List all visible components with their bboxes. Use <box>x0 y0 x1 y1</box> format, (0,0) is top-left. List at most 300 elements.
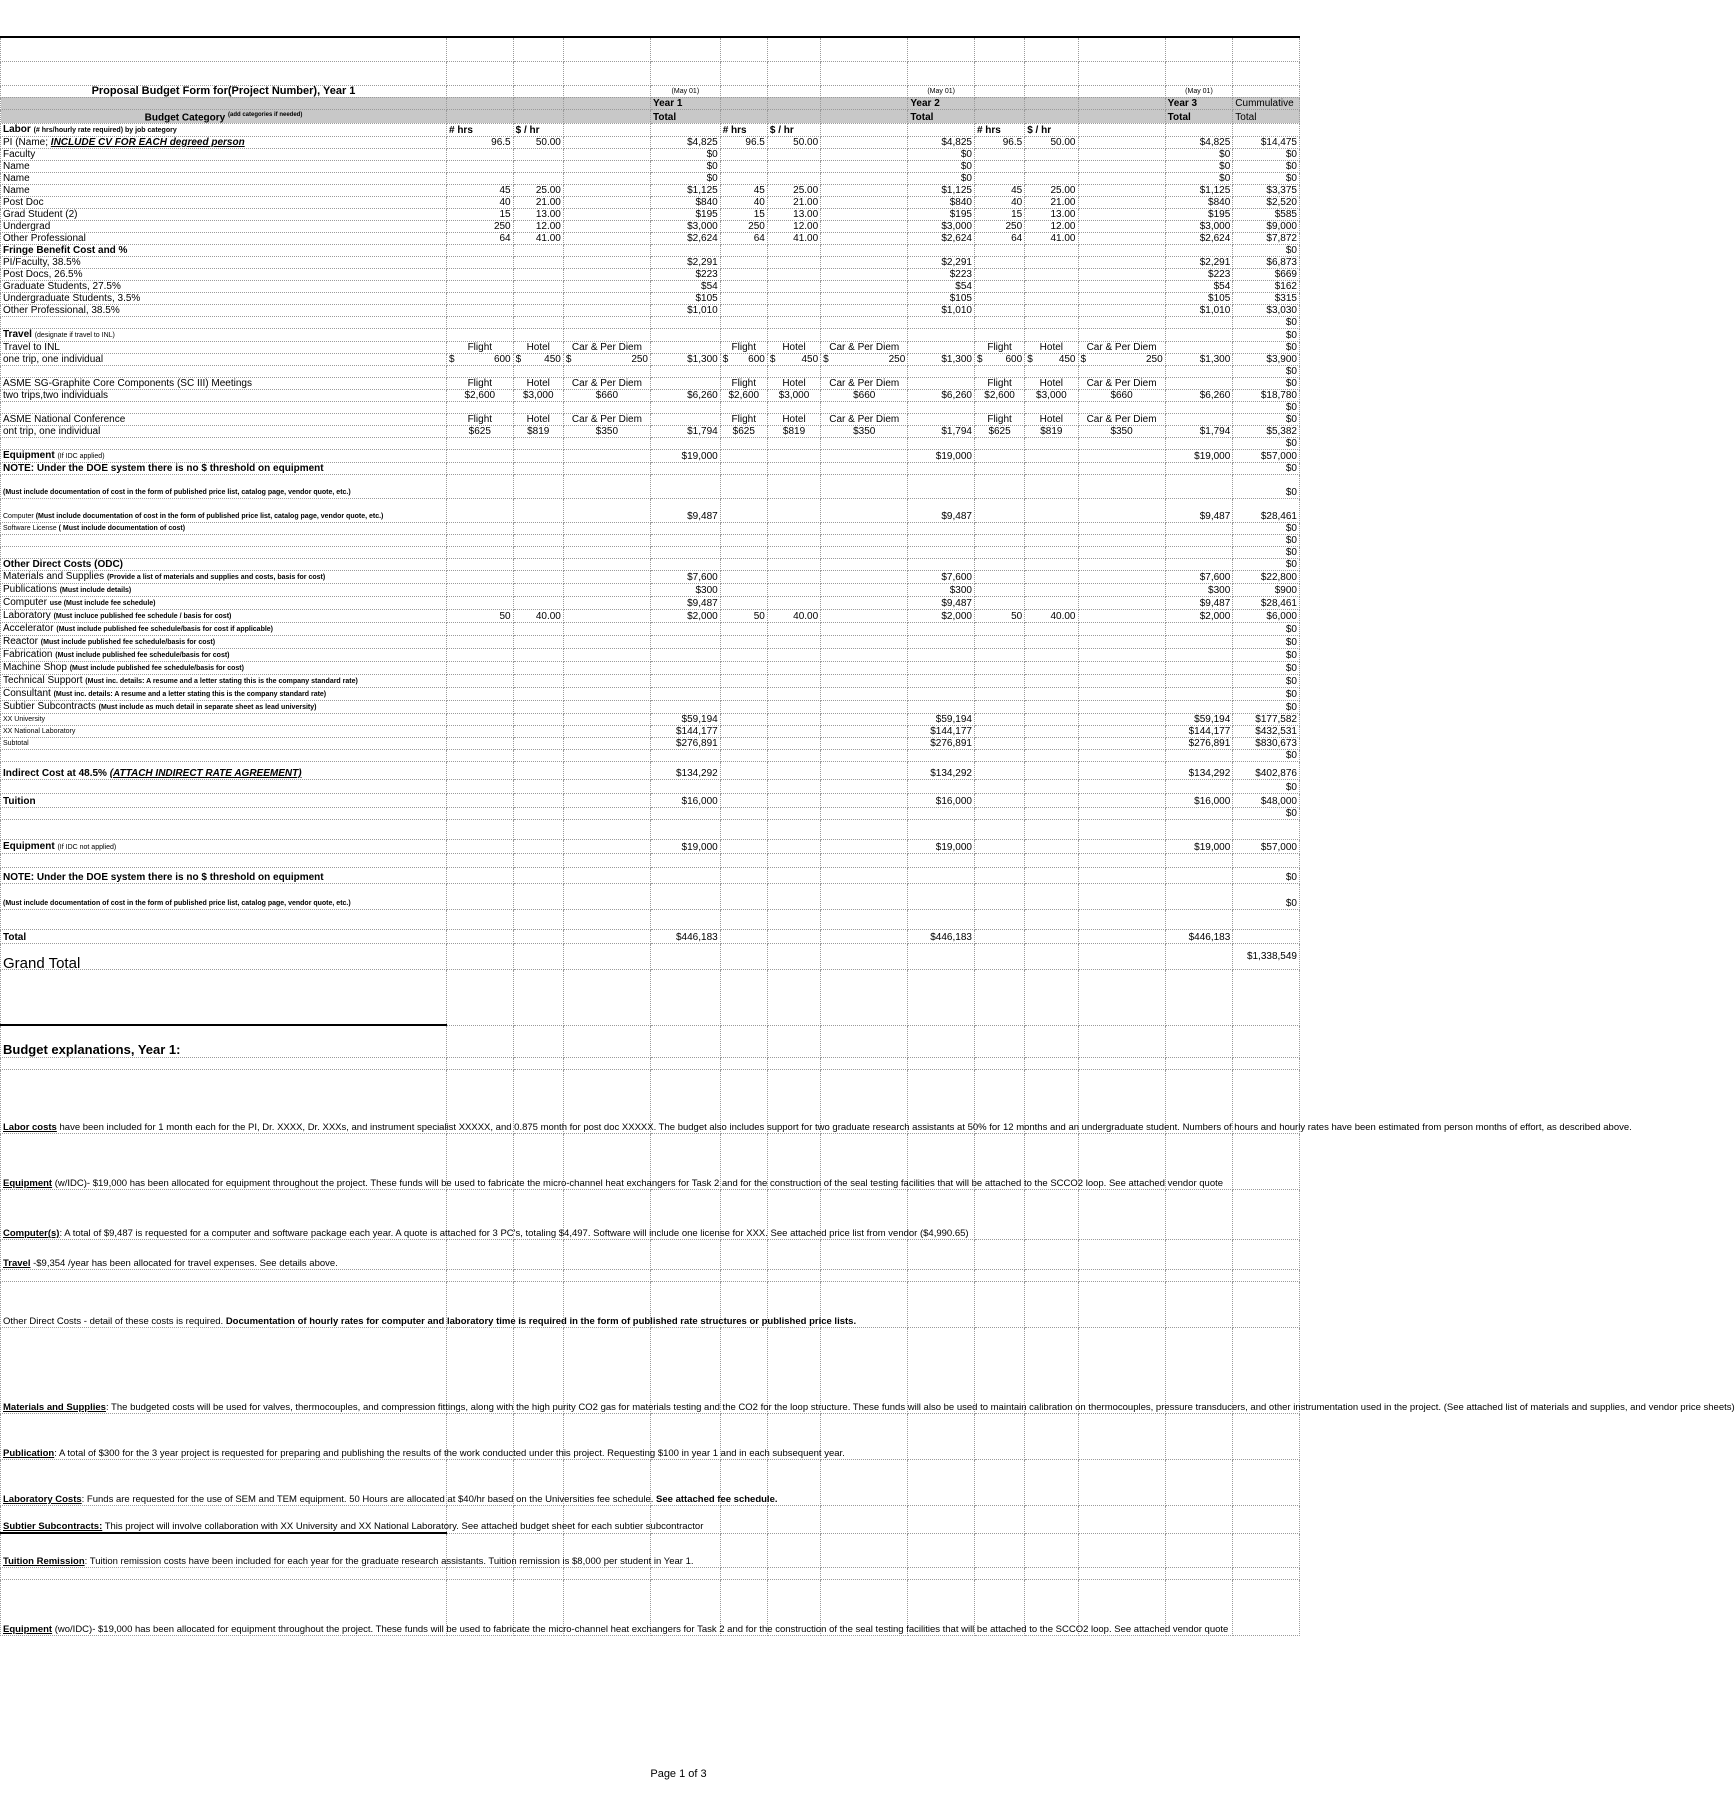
odc-total-y3: $7,600 <box>1165 570 1233 583</box>
explanation-title: Tuition Remission <box>3 1555 85 1567</box>
car-label: Car & Per Diem <box>1078 341 1165 353</box>
odc-hrs: 50 <box>974 609 1024 622</box>
fringe-total-y3: $54 <box>1165 280 1233 292</box>
fringe-total-y3: $105 <box>1165 292 1233 304</box>
explanation-item <box>1 1533 694 1567</box>
travel-total-y1: $1,794 <box>651 425 721 437</box>
labor-hrs: 64 <box>446 232 513 244</box>
table-row <box>1 909 1300 929</box>
year2-label: Year 2 <box>908 97 975 109</box>
labor-hrs <box>446 148 513 160</box>
labor-hrs: 45 <box>446 184 513 196</box>
indirect-text: Indirect Cost at 48.5% <box>3 767 110 779</box>
fringe-heading: Fringe Benefit Cost and % <box>1 244 447 256</box>
explanation-item <box>1 1069 1632 1133</box>
odc-rate <box>513 687 563 700</box>
travel-flight-y1: $625 <box>446 425 513 437</box>
labor-total-y3: $195 <box>1165 208 1233 220</box>
odc-total-y1 <box>651 687 721 700</box>
tuition-y3: $16,000 <box>1165 793 1233 807</box>
labor-hrs: 45 <box>974 184 1024 196</box>
labor-rate: 41.00 <box>1025 232 1078 244</box>
table-row <box>1 196 1300 208</box>
table-row <box>1 1533 1300 1567</box>
table-row <box>1 749 1300 761</box>
table-row <box>1 725 1300 737</box>
odc-rate <box>513 583 563 596</box>
subtotal-y2: $276,891 <box>908 737 975 749</box>
odc-hrs: 50 <box>720 609 767 622</box>
total-y3: $446,183 <box>1165 929 1233 943</box>
table-row <box>1 1133 1300 1189</box>
odc-cumulative: $900 <box>1233 583 1300 596</box>
labor-cumulative: $2,520 <box>1233 196 1300 208</box>
odc-hrs <box>446 635 513 648</box>
table-row <box>1 1459 1300 1505</box>
odc-total-y2 <box>908 700 975 713</box>
odc-hrs <box>446 661 513 674</box>
labor-rate <box>513 148 563 160</box>
labor-hrs <box>446 160 513 172</box>
odc-hrs <box>446 674 513 687</box>
odc-rate <box>513 570 563 583</box>
odc-rate <box>767 687 820 700</box>
computer-text: Computer <box>3 512 34 520</box>
odc-hrs <box>974 661 1024 674</box>
odc-rate <box>1025 596 1078 609</box>
table-row <box>1 596 1300 609</box>
odc-label <box>1 609 447 622</box>
explanation-item <box>1 1133 1224 1189</box>
odc-total-y2 <box>908 661 975 674</box>
travel-hotel-y1: $3,000 <box>513 389 563 401</box>
table-row <box>1 123 1300 136</box>
table-row <box>1 687 1300 700</box>
table-row <box>1 401 1300 413</box>
odc-cumulative: $0 <box>1233 700 1300 713</box>
labor-row-label <box>1 160 447 172</box>
fringe-total-y2: $105 <box>908 292 975 304</box>
travel-trip-name: ASME National Conference <box>1 413 447 425</box>
zero-value: $0 <box>1233 328 1300 341</box>
car-label: Car & Per Diem <box>821 341 908 353</box>
odc-total-y3 <box>1165 661 1233 674</box>
table-row <box>1 648 1300 661</box>
equipment2-cumulative: $57,000 <box>1233 839 1300 853</box>
labor-total-y2: $0 <box>908 160 975 172</box>
odc-label-text: Computer <box>3 596 47 608</box>
labor-rate <box>767 148 820 160</box>
zero-value: $0 <box>1233 341 1300 353</box>
odc-total-y1: $2,000 <box>651 609 721 622</box>
odc-label-note: (Must include published fee schedule/basis for cost) <box>69 664 244 672</box>
cumulative-label: Cummulative <box>1233 97 1300 109</box>
labor-total-y1: $840 <box>651 196 721 208</box>
labor-cumulative: $9,000 <box>1233 220 1300 232</box>
travel-trip-name: ASME SG-Graphite Core Components (SC III) Meetings <box>1 377 447 389</box>
year1-may: (May 01) <box>651 85 721 97</box>
explanation-title: Equipment <box>3 1623 53 1635</box>
travel-total-y2: $1,300 <box>908 353 975 365</box>
labor-hrs: 250 <box>446 220 513 232</box>
fringe-label: Undergraduate Students, 3.5% <box>1 292 447 304</box>
grand-total-label: Grand Total <box>1 943 447 969</box>
amount: 600 <box>748 353 765 365</box>
odc-label-note: (Must include as much detail in separate sheet as lead university) <box>98 703 317 711</box>
travel-flight-y2: $625 <box>720 425 767 437</box>
budget-category-note: (add categories if needed) <box>227 111 303 118</box>
table-row <box>1 498 1300 522</box>
labor-rate: 21.00 <box>513 196 563 208</box>
xx-university-y1: $59,194 <box>651 713 721 725</box>
travel-flight-y3: $2,600 <box>974 389 1024 401</box>
labor-row-label <box>1 148 447 160</box>
odc-total-y3 <box>1165 700 1233 713</box>
dollar-sign: $ <box>448 353 455 365</box>
travel-trip-detail: two trips,two individuals <box>1 389 447 401</box>
travel-cumulative: $5,382 <box>1233 425 1300 437</box>
explanation-title: Subtier Subcontracts: <box>3 1521 103 1533</box>
fringe-zero: $0 <box>1233 244 1300 256</box>
labor-hrs: 15 <box>720 208 767 220</box>
fringe-cumulative: $315 <box>1233 292 1300 304</box>
labor-label: Undergrad <box>3 220 51 232</box>
year2-may: (May 01) <box>908 85 975 97</box>
table-row <box>1 737 1300 749</box>
rate-header: $ / hr <box>513 123 563 136</box>
year1-label: Year 1 <box>651 97 721 109</box>
table-row <box>1 244 1300 256</box>
odc-label-text: Publications <box>3 583 57 595</box>
grand-total-value: $1,338,549 <box>1233 943 1300 969</box>
computer-total-y2: $9,487 <box>908 498 975 522</box>
travel-trip-detail: one trip, one individual <box>1 353 447 365</box>
dollar-sign: $ <box>1027 353 1033 365</box>
labor-row-label <box>1 232 447 244</box>
odc-total-y3: $2,000 <box>1165 609 1233 622</box>
flight-label: Flight <box>446 341 513 353</box>
odc-total-y1 <box>651 661 721 674</box>
dollar-sign: $ <box>515 353 522 365</box>
odc-total-y1 <box>651 635 721 648</box>
odc-rate: 40.00 <box>767 609 820 622</box>
odc-label <box>1 570 447 583</box>
computer-total-y3: $9,487 <box>1165 498 1233 522</box>
odc-total-y3: $9,487 <box>1165 596 1233 609</box>
odc-hrs <box>974 583 1024 596</box>
labor-cumulative: $585 <box>1233 208 1300 220</box>
odc-rate <box>1025 648 1078 661</box>
labor-rate: 12.00 <box>767 220 820 232</box>
odc-cumulative: $0 <box>1233 674 1300 687</box>
fringe-total-y1: $1,010 <box>651 304 721 316</box>
zero-value: $0 <box>1233 546 1300 558</box>
equipment-total-y3: $19,000 <box>1165 449 1233 462</box>
labor-total-y3: $0 <box>1165 148 1233 160</box>
explanation-text: : Tuition remission costs have been included for each year for the graduate research assistants. Tuition remission is $8,000 per student in Year 1. <box>84 1555 694 1567</box>
table-row <box>1 635 1300 648</box>
travel-car-y2 <box>821 353 908 365</box>
year1-total-label: Total <box>651 109 721 123</box>
subtotal-label: Subtotal <box>1 737 447 749</box>
odc-rate <box>767 622 820 635</box>
dollar-sign: $ <box>976 353 983 365</box>
explanation-text: : The budgeted costs will be used for valves, thermocouples, and compression fittings, along with the high purity CO2 gas for materials testing and the CO2 for the loop structure. These funds will also be used to maintain calibration on thermocouples, pressure transducers, and other instrumentation used in the project. (See attached list of materials and supplies, and vendor price sheets) <box>105 1401 1735 1413</box>
odc-rate <box>767 583 820 596</box>
odc-total-y1 <box>651 622 721 635</box>
labor-rate: 12.00 <box>1025 220 1078 232</box>
page-footer: Page 1 of 3 <box>650 1768 707 1780</box>
indirect-label <box>1 761 447 779</box>
odc-rate <box>513 622 563 635</box>
fringe-cumulative: $6,873 <box>1233 256 1300 268</box>
labor-total-y2: $195 <box>908 208 975 220</box>
explanation-title: Laboratory Costs <box>3 1493 82 1505</box>
table-row <box>1 583 1300 596</box>
odc-rate <box>767 661 820 674</box>
flight-label: Flight <box>446 413 513 425</box>
odc-label <box>1 661 447 674</box>
labor-hrs: 96.5 <box>720 136 767 148</box>
table-row <box>1 97 1300 109</box>
labor-total-y1: $1,125 <box>651 184 721 196</box>
odc-total-y2: $2,000 <box>908 609 975 622</box>
labor-rate: 50.00 <box>1025 136 1078 148</box>
xx-lab-y1: $144,177 <box>651 725 721 737</box>
xx-university-y3: $59,194 <box>1165 713 1233 725</box>
table-row <box>1 232 1300 244</box>
labor-hrs: 15 <box>974 208 1024 220</box>
labor-rate <box>1025 148 1078 160</box>
car-label: Car & Per Diem <box>563 377 650 389</box>
table-row <box>1 184 1300 196</box>
software-note: ( Must include documentation of cost) <box>58 524 186 532</box>
fringe-cumulative: $162 <box>1233 280 1300 292</box>
odc-total-y2: $7,600 <box>908 570 975 583</box>
fringe-cumulative: $669 <box>1233 268 1300 280</box>
odc-hrs <box>720 596 767 609</box>
zero-value: $0 <box>1233 365 1300 377</box>
labor-total-y3: $0 <box>1165 160 1233 172</box>
xx-lab-cumulative: $432,531 <box>1233 725 1300 737</box>
odc-total-y2 <box>908 687 975 700</box>
odc-label-note: use (Must include fee schedule) <box>49 599 156 607</box>
table-row <box>1 969 1300 1025</box>
computer-label <box>1 498 447 522</box>
odc-cumulative: $0 <box>1233 661 1300 674</box>
travel-flight-y3: $625 <box>974 425 1024 437</box>
travel-total-y2: $1,794 <box>908 425 975 437</box>
equipment-heading-note: (If IDC applied) <box>57 452 105 460</box>
odc-rate <box>767 635 820 648</box>
odc-rate <box>1025 700 1078 713</box>
fringe-total-y1: $54 <box>651 280 721 292</box>
table-row <box>1 449 1300 462</box>
hotel-label: Hotel <box>767 377 820 389</box>
total-y1: $446,183 <box>651 929 721 943</box>
travel-car-y2: $350 <box>821 425 908 437</box>
table-row <box>1 943 1300 969</box>
travel-total-y2: $6,260 <box>908 389 975 401</box>
odc-rate <box>1025 661 1078 674</box>
travel-total-y3: $6,260 <box>1165 389 1233 401</box>
odc-hrs <box>446 700 513 713</box>
travel-hotel-y2: $3,000 <box>767 389 820 401</box>
labor-total-y1: $0 <box>651 160 721 172</box>
odc-total-y2 <box>908 635 975 648</box>
travel-hotel-y2 <box>767 353 820 365</box>
odc-label <box>1 622 447 635</box>
labor-rate: 25.00 <box>767 184 820 196</box>
labor-heading <box>1 123 447 136</box>
travel-trip-detail: ont trip, one individual <box>1 425 447 437</box>
table-row <box>1 839 1300 853</box>
labor-label: Faculty <box>3 148 36 160</box>
fringe-label: Other Professional, 38.5% <box>1 304 447 316</box>
labor-total-y1: $0 <box>651 172 721 184</box>
table-row <box>1 316 1300 328</box>
travel-hotel-y3: $3,000 <box>1025 389 1078 401</box>
fringe-label: Graduate Students, 27.5% <box>1 280 447 292</box>
labor-rate: 50.00 <box>767 136 820 148</box>
zero-value: $0 <box>1233 316 1300 328</box>
travel-car-y1: $660 <box>563 389 650 401</box>
table-row <box>1 61 1300 85</box>
table-row <box>1 462 1300 474</box>
odc-cumulative: $22,800 <box>1233 570 1300 583</box>
hotel-label: Hotel <box>1025 341 1078 353</box>
odc-cumulative: $0 <box>1233 687 1300 700</box>
odc-label <box>1 674 447 687</box>
table-row <box>1 1327 1300 1413</box>
labor-hrs <box>974 160 1024 172</box>
odc-hrs <box>974 596 1024 609</box>
car-label: Car & Per Diem <box>821 413 908 425</box>
odc-hrs <box>446 648 513 661</box>
odc-hrs <box>446 687 513 700</box>
table-row <box>1 304 1300 316</box>
dollar-sign: $ <box>1080 353 1087 365</box>
labor-total-y2: $1,125 <box>908 184 975 196</box>
hrs-header: # hrs <box>974 123 1024 136</box>
labor-hrs: 40 <box>720 196 767 208</box>
odc-total-y2: $9,487 <box>908 596 975 609</box>
travel-trip-name: Travel to INL <box>1 341 447 353</box>
car-label: Car & Per Diem <box>563 341 650 353</box>
table-row <box>1 136 1300 148</box>
subtotal-y1: $276,891 <box>651 737 721 749</box>
zero-value: $0 <box>1233 558 1300 570</box>
travel-total-y3: $1,794 <box>1165 425 1233 437</box>
explanation-bold: Documentation of hourly rates for computer and laboratory time is required in the form of published rate structures or published price lists. <box>225 1315 857 1327</box>
explanation-title: Materials and Supplies <box>3 1401 106 1413</box>
amount: 600 <box>493 353 511 365</box>
labor-hrs: 64 <box>720 232 767 244</box>
table-row <box>1 819 1300 839</box>
labor-row-label <box>1 184 447 196</box>
labor-cumulative: $14,475 <box>1233 136 1300 148</box>
labor-hrs <box>720 172 767 184</box>
explanation-text: This project will involve collaboration with XX University and XX National Laboratory. See attached budget sheet for each subtier subcontractor <box>102 1521 704 1533</box>
labor-heading-note: (# hrs/hourly rate required) by job category <box>33 126 177 134</box>
odc-hrs <box>720 583 767 596</box>
odc-hrs <box>720 661 767 674</box>
computer-note: (Must include documentation of cost in the form of published price list, catalog page, vendor quote, etc.) <box>35 512 384 520</box>
odc-label <box>1 635 447 648</box>
odc-rate <box>767 674 820 687</box>
labor-rate: 50.00 <box>513 136 563 148</box>
flight-label: Flight <box>720 341 767 353</box>
explanation-item <box>1 1327 1735 1413</box>
travel-flight-y1: $2,600 <box>446 389 513 401</box>
travel-hotel-y3 <box>1025 353 1078 365</box>
explanation-text: : Funds are requested for the use of SEM and TEM equipment. 50 Hours are allocated at $40/hr based on the Universities fee schedule. <box>81 1493 657 1505</box>
explanation-title: Travel <box>3 1257 31 1269</box>
labor-label-note: INCLUDE CV FOR EACH degreed person <box>50 136 245 148</box>
odc-cumulative: $6,000 <box>1233 609 1300 622</box>
budget-category-label: Budget Category <box>144 111 226 123</box>
odc-total-y3 <box>1165 622 1233 635</box>
odc-total-y1: $9,487 <box>651 596 721 609</box>
subtotal-cumulative: $830,673 <box>1233 737 1300 749</box>
table-row <box>1 1057 1300 1069</box>
explanation-item <box>1 1413 845 1459</box>
tuition-y1: $16,000 <box>651 793 721 807</box>
fringe-total-y2: $2,291 <box>908 256 975 268</box>
car-label: Car & Per Diem <box>1078 377 1165 389</box>
labor-hrs: 40 <box>446 196 513 208</box>
odc-rate <box>513 674 563 687</box>
labor-label: Name <box>3 160 30 172</box>
software-label <box>1 522 447 534</box>
odc-total-y2 <box>908 648 975 661</box>
indirect-cumulative: $402,876 <box>1233 761 1300 779</box>
dollar-sign: $ <box>722 353 729 365</box>
fringe-cumulative: $3,030 <box>1233 304 1300 316</box>
odc-rate <box>513 700 563 713</box>
indirect-y2: $134,292 <box>908 761 975 779</box>
labor-label: Other Professional <box>3 232 86 244</box>
table-row <box>1 425 1300 437</box>
labor-rate: 41.00 <box>767 232 820 244</box>
labor-row-label <box>1 208 447 220</box>
odc-label-text: Consultant <box>3 687 51 699</box>
odc-rate <box>1025 687 1078 700</box>
table-row <box>1 1505 1300 1533</box>
odc-total-y3 <box>1165 648 1233 661</box>
amount: 600 <box>1005 353 1023 365</box>
odc-hrs <box>974 700 1024 713</box>
travel-car-y1: $350 <box>563 425 650 437</box>
odc-rate: 40.00 <box>1025 609 1078 622</box>
labor-rate: 13.00 <box>767 208 820 220</box>
table-row <box>1 208 1300 220</box>
amount: 250 <box>1145 353 1163 365</box>
fringe-total-y2: $223 <box>908 268 975 280</box>
odc-rate: 40.00 <box>513 609 563 622</box>
table-row <box>1 779 1300 793</box>
labor-hrs: 45 <box>720 184 767 196</box>
odc-hrs <box>446 583 513 596</box>
odc-hrs <box>720 635 767 648</box>
equipment2-y2: $19,000 <box>908 839 975 853</box>
equipment-total-y2: $19,000 <box>908 449 975 462</box>
xx-university-y2: $59,194 <box>908 713 975 725</box>
labor-hrs <box>974 148 1024 160</box>
computer-cumulative: $28,461 <box>1233 498 1300 522</box>
labor-cumulative: $0 <box>1233 148 1300 160</box>
odc-hrs <box>720 648 767 661</box>
